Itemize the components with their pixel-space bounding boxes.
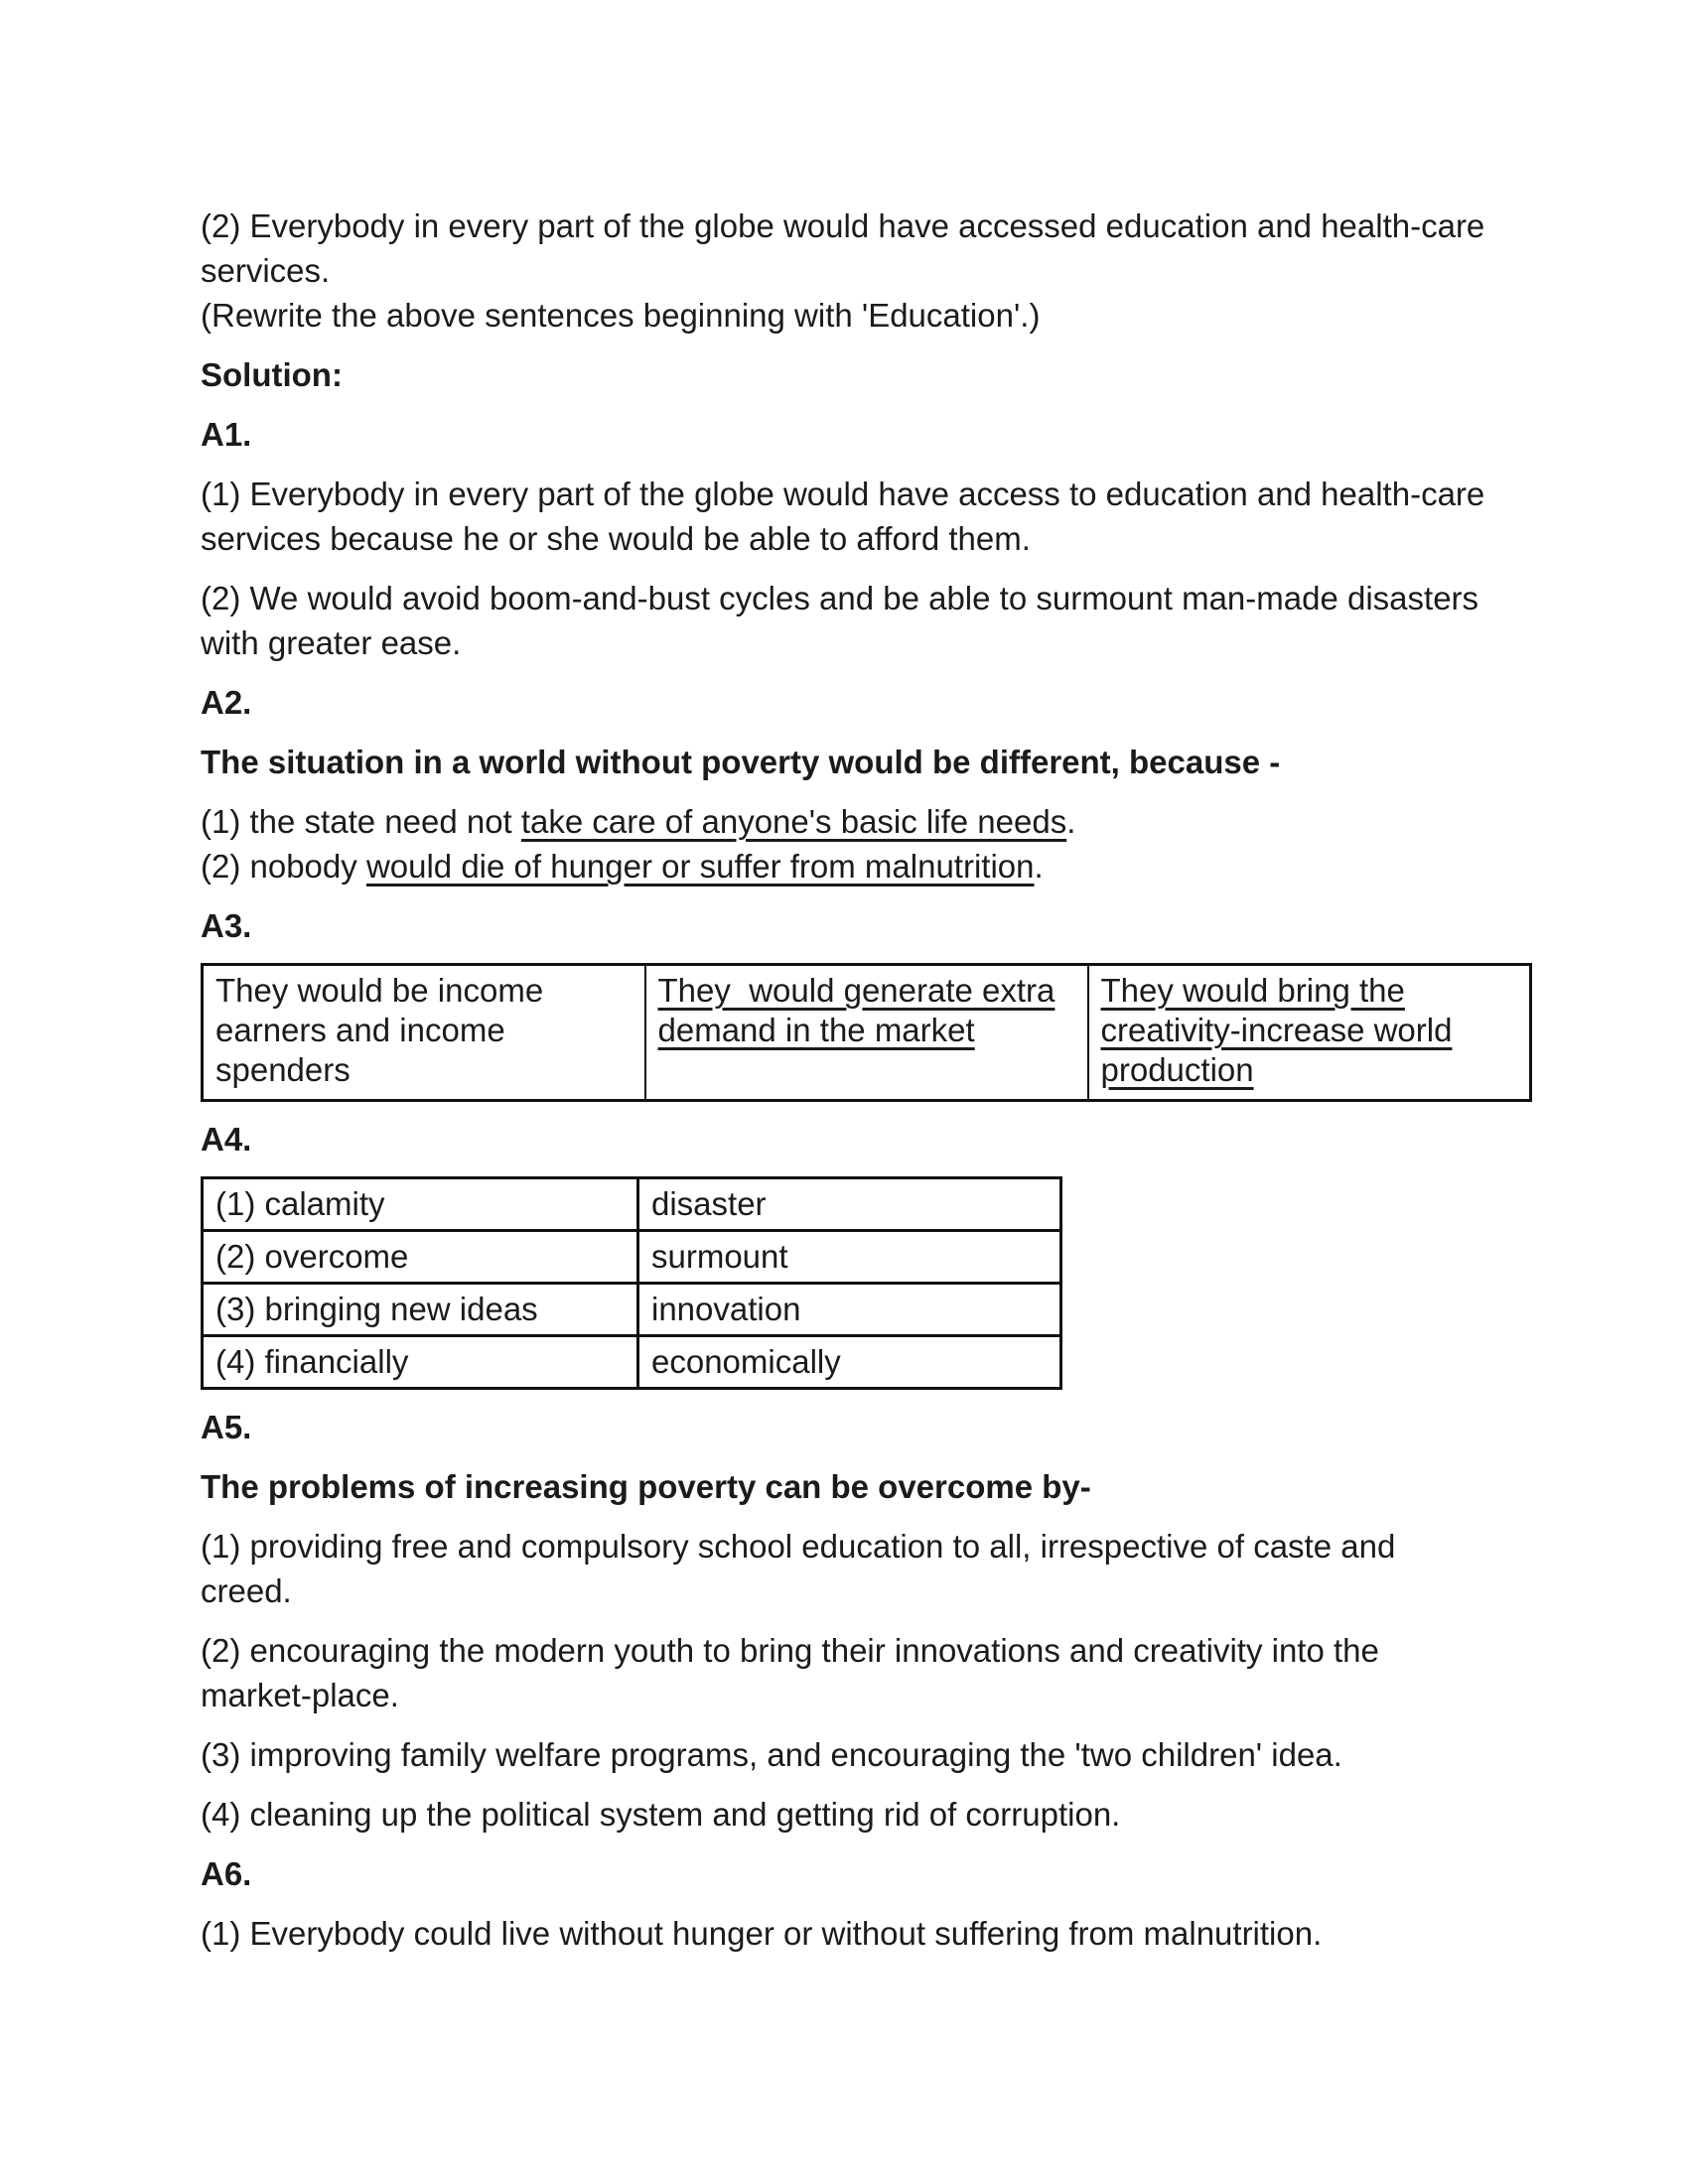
a3-heading: A3. xyxy=(201,907,252,944)
a2-item-2-underlined: would die of hunger or suffer from malnutrition xyxy=(365,848,1035,885)
solution-heading: Solution: xyxy=(201,356,343,393)
a3-cell-2 xyxy=(645,965,1088,1101)
a3-cell-1-line: earners and income xyxy=(215,1012,505,1048)
a5-item-1-line: (1) providing free and compulsory school education to all, irrespective of caste and xyxy=(201,1528,1396,1565)
a5-item-2-line: market-place. xyxy=(201,1677,399,1713)
a5-item-4: (4) cleaning up the political system and getting rid of corruption. xyxy=(201,1796,1121,1833)
question-line: services. xyxy=(201,252,331,289)
a2-item-2-post: . xyxy=(1034,848,1044,885)
a1-answer-2-line: (2) We would avoid boom-and-bust cycles and be able to surmount man-made disasters xyxy=(201,580,1479,616)
a4-row-3-definition: innovation xyxy=(638,1284,1061,1336)
a4-row-2-definition: surmount xyxy=(638,1231,1061,1284)
a2-heading: A2. xyxy=(201,684,252,721)
document-content xyxy=(201,204,1536,1971)
a3-cell-2-line: They would generate extra xyxy=(657,972,1055,1009)
a5-item-1-line: creed. xyxy=(201,1572,292,1609)
a4-table-row xyxy=(203,1284,1061,1336)
a2-item-1-post: . xyxy=(1066,803,1076,840)
a4-table-row xyxy=(203,1178,1061,1231)
a3-cell-3-line: They would bring the xyxy=(1100,972,1405,1009)
a2-item-1 xyxy=(201,799,1536,844)
a5-item-2 xyxy=(201,1628,1536,1717)
a2-items xyxy=(201,799,1536,888)
a2-item-1-underlined: take care of anyone's basic life needs xyxy=(520,803,1067,840)
a3-cell-3-line: creativity-increase world xyxy=(1100,1012,1453,1048)
a3-cell-1 xyxy=(203,965,645,1101)
a4-row-4-term: (4) financially xyxy=(203,1336,638,1389)
a3-cell-1-line: They would be income xyxy=(215,972,544,1009)
a5-item-2-line: (2) encouraging the modern youth to bring their innovations and creativity into the xyxy=(201,1632,1379,1669)
a4-heading: A4. xyxy=(201,1121,252,1158)
a1-heading: A1. xyxy=(201,416,252,453)
question-line: (2) Everybody in every part of the globe would have accessed education and health-care xyxy=(201,207,1485,244)
a4-table-row xyxy=(203,1231,1061,1284)
a3-table xyxy=(201,963,1532,1102)
a2-statement: The situation in a world without poverty would be different, because - xyxy=(201,744,1281,780)
a4-row-3-term: (3) bringing new ideas xyxy=(203,1284,638,1336)
a2-item-1-pre: (1) the state need not xyxy=(201,803,521,840)
a2-item-2-pre: (2) nobody xyxy=(201,848,366,885)
a4-row-1-definition: disaster xyxy=(638,1178,1061,1231)
a4-row-2-term: (2) overcome xyxy=(203,1231,638,1284)
a1-answer-1-line: (1) Everybody in every part of the globe would have access to education and health-care xyxy=(201,476,1485,512)
a3-cell-3 xyxy=(1088,965,1531,1101)
a5-item-3: (3) improving family welfare programs, and encouraging the 'two children' idea. xyxy=(201,1736,1342,1773)
a2-item-2 xyxy=(201,844,1536,888)
a3-cell-2-line: demand in the market xyxy=(657,1012,975,1048)
a1-answer-1-line: services because he or she would be able to afford them. xyxy=(201,520,1031,557)
a1-answer-2 xyxy=(201,576,1536,665)
a5-heading: A5. xyxy=(201,1409,252,1445)
a4-table-row xyxy=(203,1336,1061,1389)
a3-cell-1-line: spenders xyxy=(215,1051,351,1088)
a4-row-4-definition: economically xyxy=(638,1336,1061,1389)
a6-answer: (1) Everybody could live without hunger or without suffering from malnutrition. xyxy=(201,1915,1323,1952)
question-paragraph xyxy=(201,204,1536,338)
a5-item-1 xyxy=(201,1524,1536,1613)
a3-cell-3-line: production xyxy=(1100,1051,1254,1088)
a1-answer-2-line: with greater ease. xyxy=(201,624,462,661)
a4-table xyxy=(201,1176,1062,1390)
a6-heading: A6. xyxy=(201,1855,252,1892)
a5-statement: The problems of increasing poverty can be overcome by- xyxy=(201,1468,1091,1505)
rewrite-instruction: (Rewrite the above sentences beginning with 'Education'.) xyxy=(201,297,1041,334)
a4-row-1-term: (1) calamity xyxy=(203,1178,638,1231)
a1-answer-1 xyxy=(201,472,1536,561)
a3-table-row xyxy=(203,965,1531,1101)
